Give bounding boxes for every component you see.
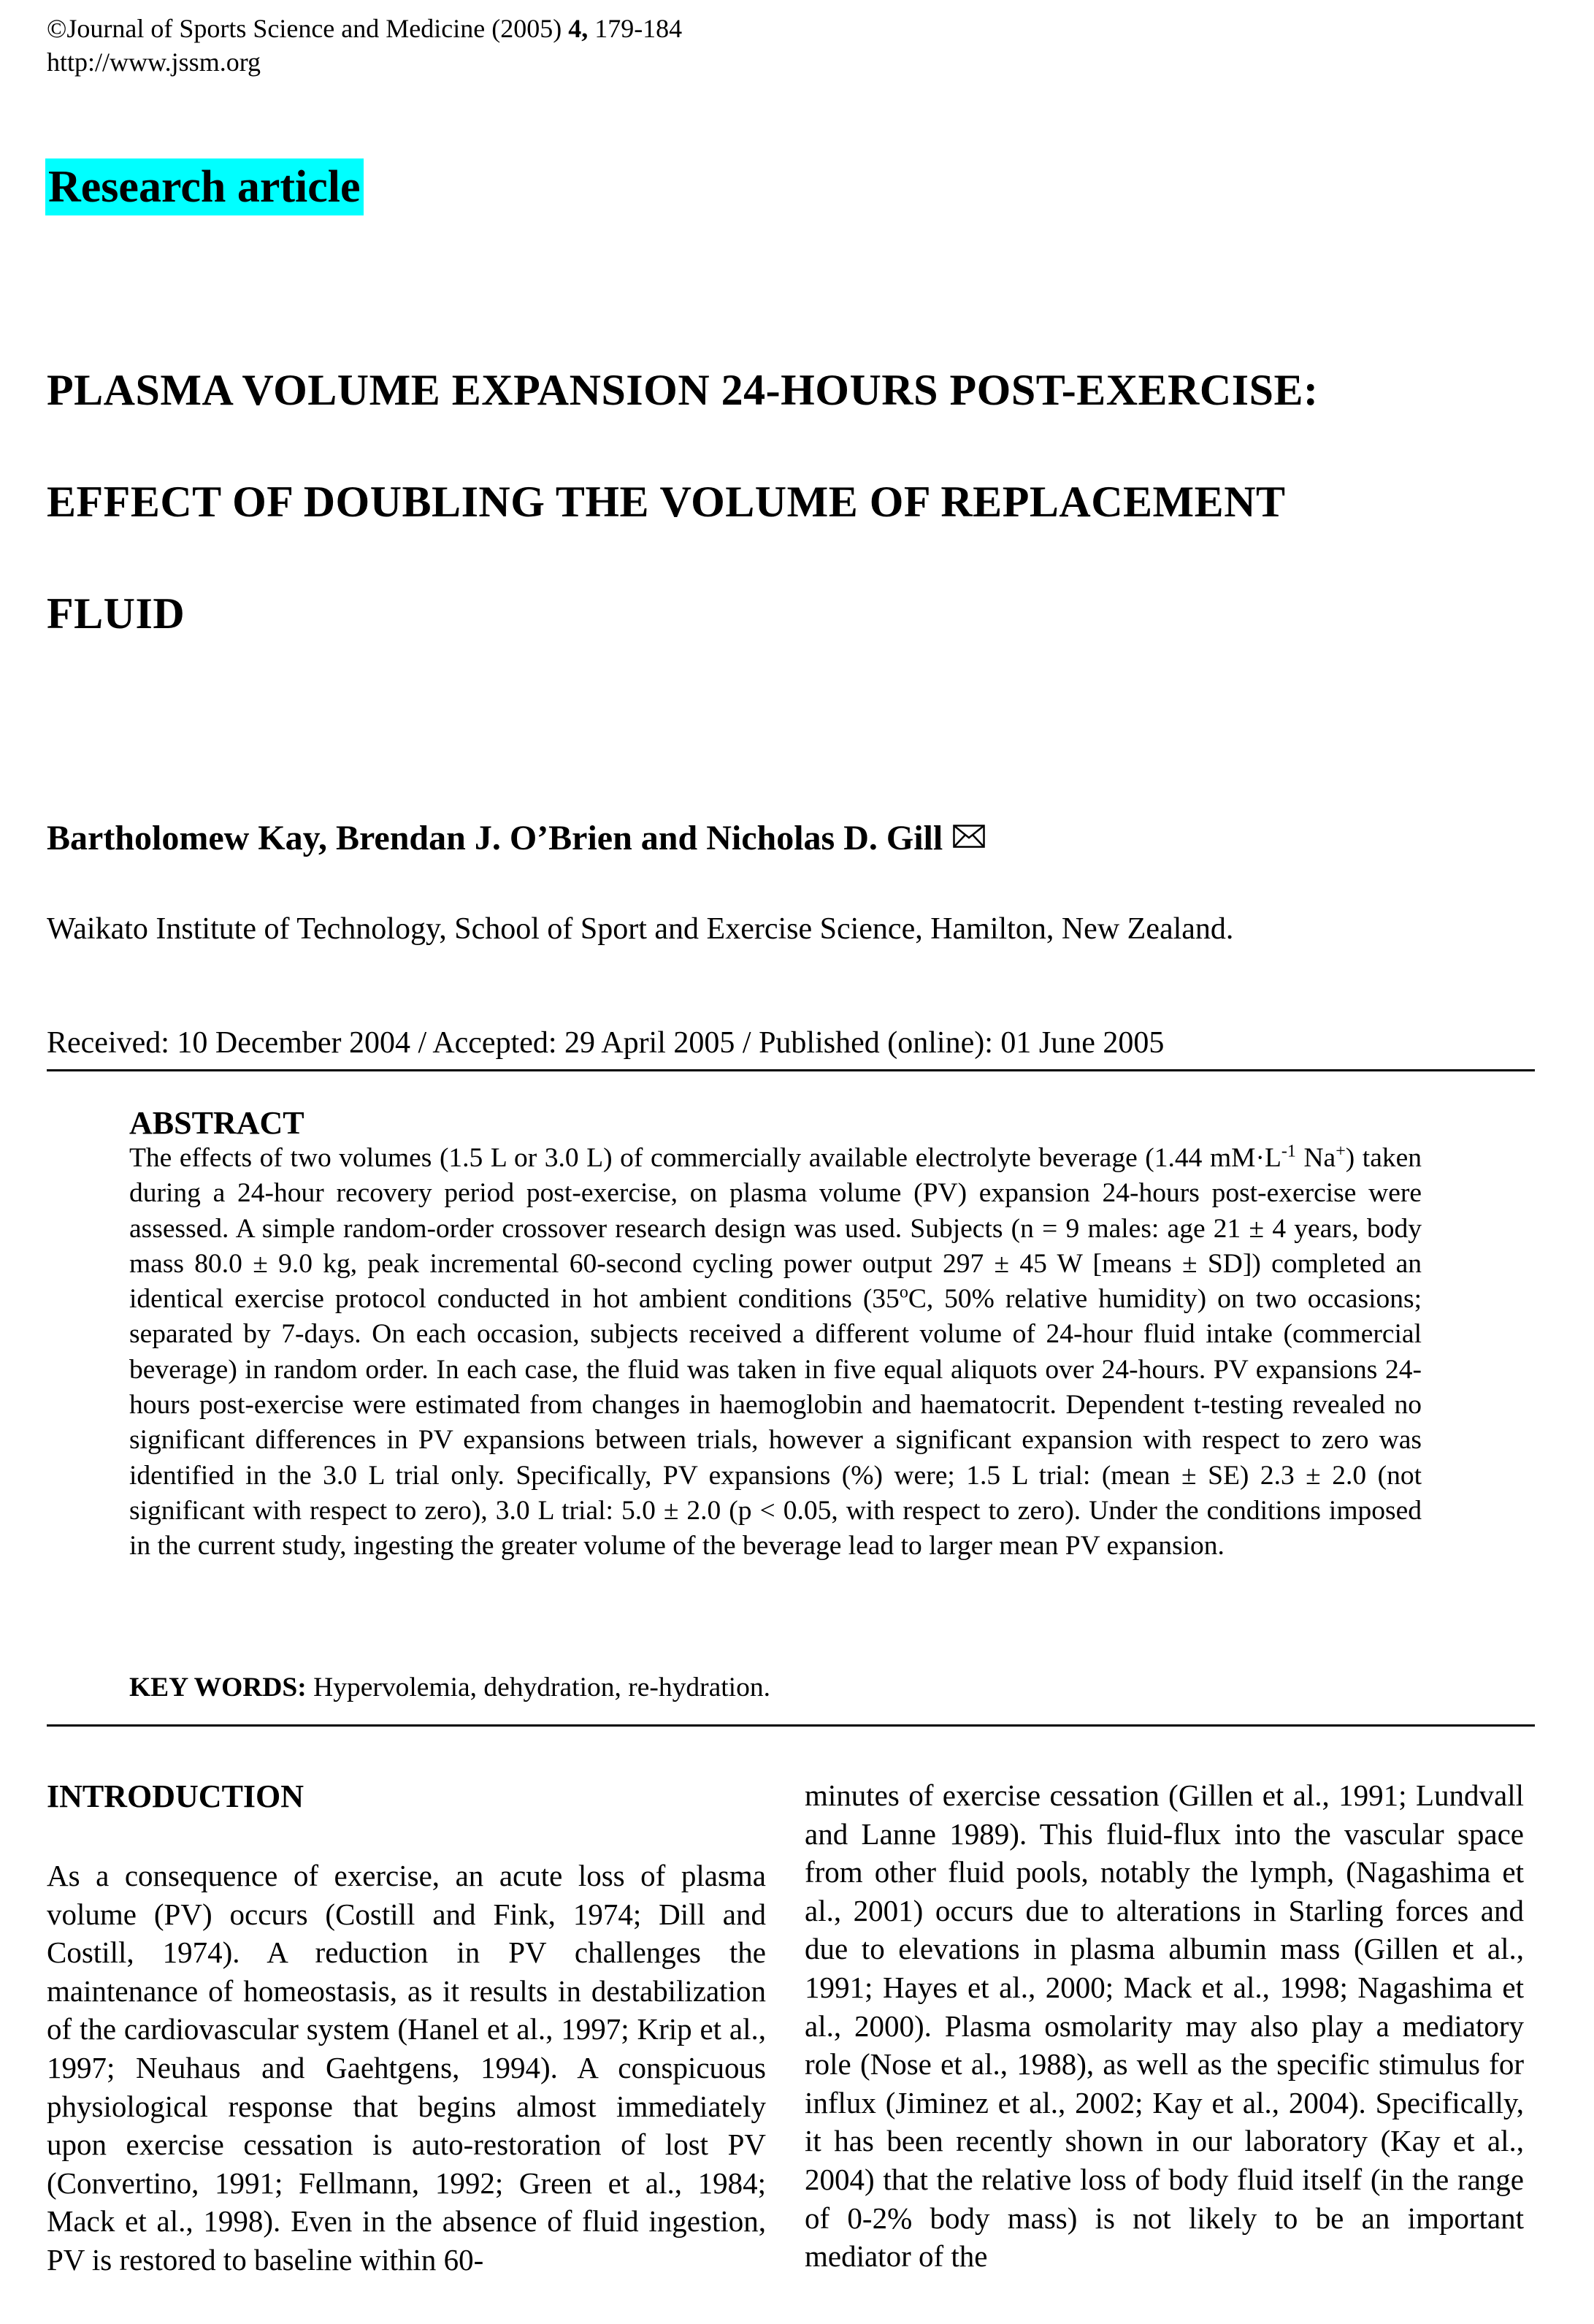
journal-citation <box>47 12 682 45</box>
title-line-3: FLUID <box>47 589 185 638</box>
publication-dates: Received: 10 December 2004 / Accepted: 29 April 2005 / Published (online): 01 June 2005 <box>47 1026 1165 1060</box>
divider-top <box>47 1069 1535 1071</box>
abstract-text-part: Na <box>1303 1143 1336 1173</box>
abstract-superscript: + <box>1336 1142 1346 1161</box>
abstract-text <box>129 1141 1422 1564</box>
author-list <box>47 818 985 858</box>
keywords-text: Hypervolemia, dehydration, re-hydration. <box>306 1673 770 1702</box>
journal-name: ©Journal of Sports Science and Medicine (2005) <box>47 14 569 43</box>
title-line-2: EFFECT OF DOUBLING THE VOLUME OF REPLACEMENT <box>47 478 1286 526</box>
abstract-text-part: ) taken during a 24-hour recovery period post-exercise, on plasma volume (PV) expansion 24-hours post-exercise were assessed. A simple random-order crossover research design was used. Subjects (n = 9 males: age 21 ± 4 years, body mass 80.0 ± 9.0 kg, peak incremental 60-second cycling power output 297 ± 45 W [means ± SD]) completed an identical exercise protocol conducted in hot ambient conditions (35 <box>129 1143 1422 1315</box>
title-line-1: PLASMA VOLUME EXPANSION 24-HOURS POST-EXERCISE: <box>47 366 1319 414</box>
introduction-left-column: As a consequence of exercise, an acute loss of plasma volume (PV) occurs (Costill and Fink, 1974; Dill and Costill, 1974). A reduction in PV challenges the maintenance of homeostasis, as it results in destabilization of the cardiovascular system (Hanel et al., 1997; Krip et al., 1997; Neuhaus and Gaehtgens, 1994). A conspicuous physiological response that begins almost immediately upon exercise cessation is auto-restoration of lost PV (Convertino, 1991; Fellmann, 1992; Green et al., 1984; Mack et al., 1998). Even in the absence of fluid ingestion, PV is restored to baseline within 60- <box>47 1859 766 2277</box>
affiliation: Waikato Institute of Technology, School of Sport and Exercise Science, Hamilton, New Zealand. <box>47 912 1234 946</box>
abstract-text-part: C, 50% relative humidity) on two occasions; separated by 7-days. On each occasion, subjects received a different volume of 24-hour fluid intake (commercial beverage) in random order. In each case, the fluid was taken in five equal aliquots over 24-hours. PV expansions 24-hours post-exercise were estimated from changes in haemoglobin and haematocrit. Dependent t-testing revealed no significant differences in PV expansions between trials, however a significant expansion with respect to zero was identified in the 3.0 L trial only. Specifically, PV expansions (%) were; 1.5 L trial: (mean ± SE) 2.3 ± 2.0 (not significant with respect to zero), 3.0 L trial: 5.0 ± 2.0 (p < 0.05, with respect to zero). Under the conditions imposed in the current study, ingesting the greater volume of the beverage lead to larger mean PV expansion. <box>129 1284 1422 1562</box>
authors-text: Bartholomew Kay, Brendan J. O’Brien and Nicholas D. Gill <box>47 819 943 857</box>
introduction-right-column: minutes of exercise cessation (Gillen et al., 1991; Lundvall and Lanne 1989). This fluid-flux into the vascular space from other fluid pools, notably the lymph, (Nagashima et al., 2001) occurs due to alterations in Starling forces and due to elevations in plasma albumin mass (Gillen et al., 1991; Hayes et al., 2000; Mack et al., 1998; Nagashima et al., 2000). Plasma osmolarity may also play a mediatory role (Nose et al., 1988), as well as the specific stimulus for influx (Jiminez et al., 2002; Kay et al., 2004). Specifically, it has been recently shown in our laboratory (Kay et al., 2004) that the relative loss of body fluid itself (in the range of 0-2% body mass) is not likely to be an important mediator of the <box>805 1778 1524 2274</box>
abstract-superscript: o <box>899 1283 908 1302</box>
article-type-label: Research article <box>45 158 364 215</box>
abstract-heading: ABSTRACT <box>129 1105 304 1141</box>
introduction-heading: INTRODUCTION <box>47 1778 304 1814</box>
journal-pages: 179-184 <box>588 14 683 43</box>
envelope-icon[interactable] <box>953 825 985 848</box>
abstract-text-part: The effects of two volumes (1.5 L or 3.0 L) of commercially available electrolyte beverage (1.44 mM·L <box>129 1143 1281 1173</box>
divider-bottom <box>47 1724 1535 1727</box>
keywords-label: KEY WORDS: <box>129 1673 307 1702</box>
journal-url[interactable]: http://www.jssm.org <box>47 47 261 77</box>
journal-volume: 4, <box>568 14 589 43</box>
abstract-superscript: -1 <box>1281 1142 1296 1161</box>
keywords <box>129 1672 770 1703</box>
